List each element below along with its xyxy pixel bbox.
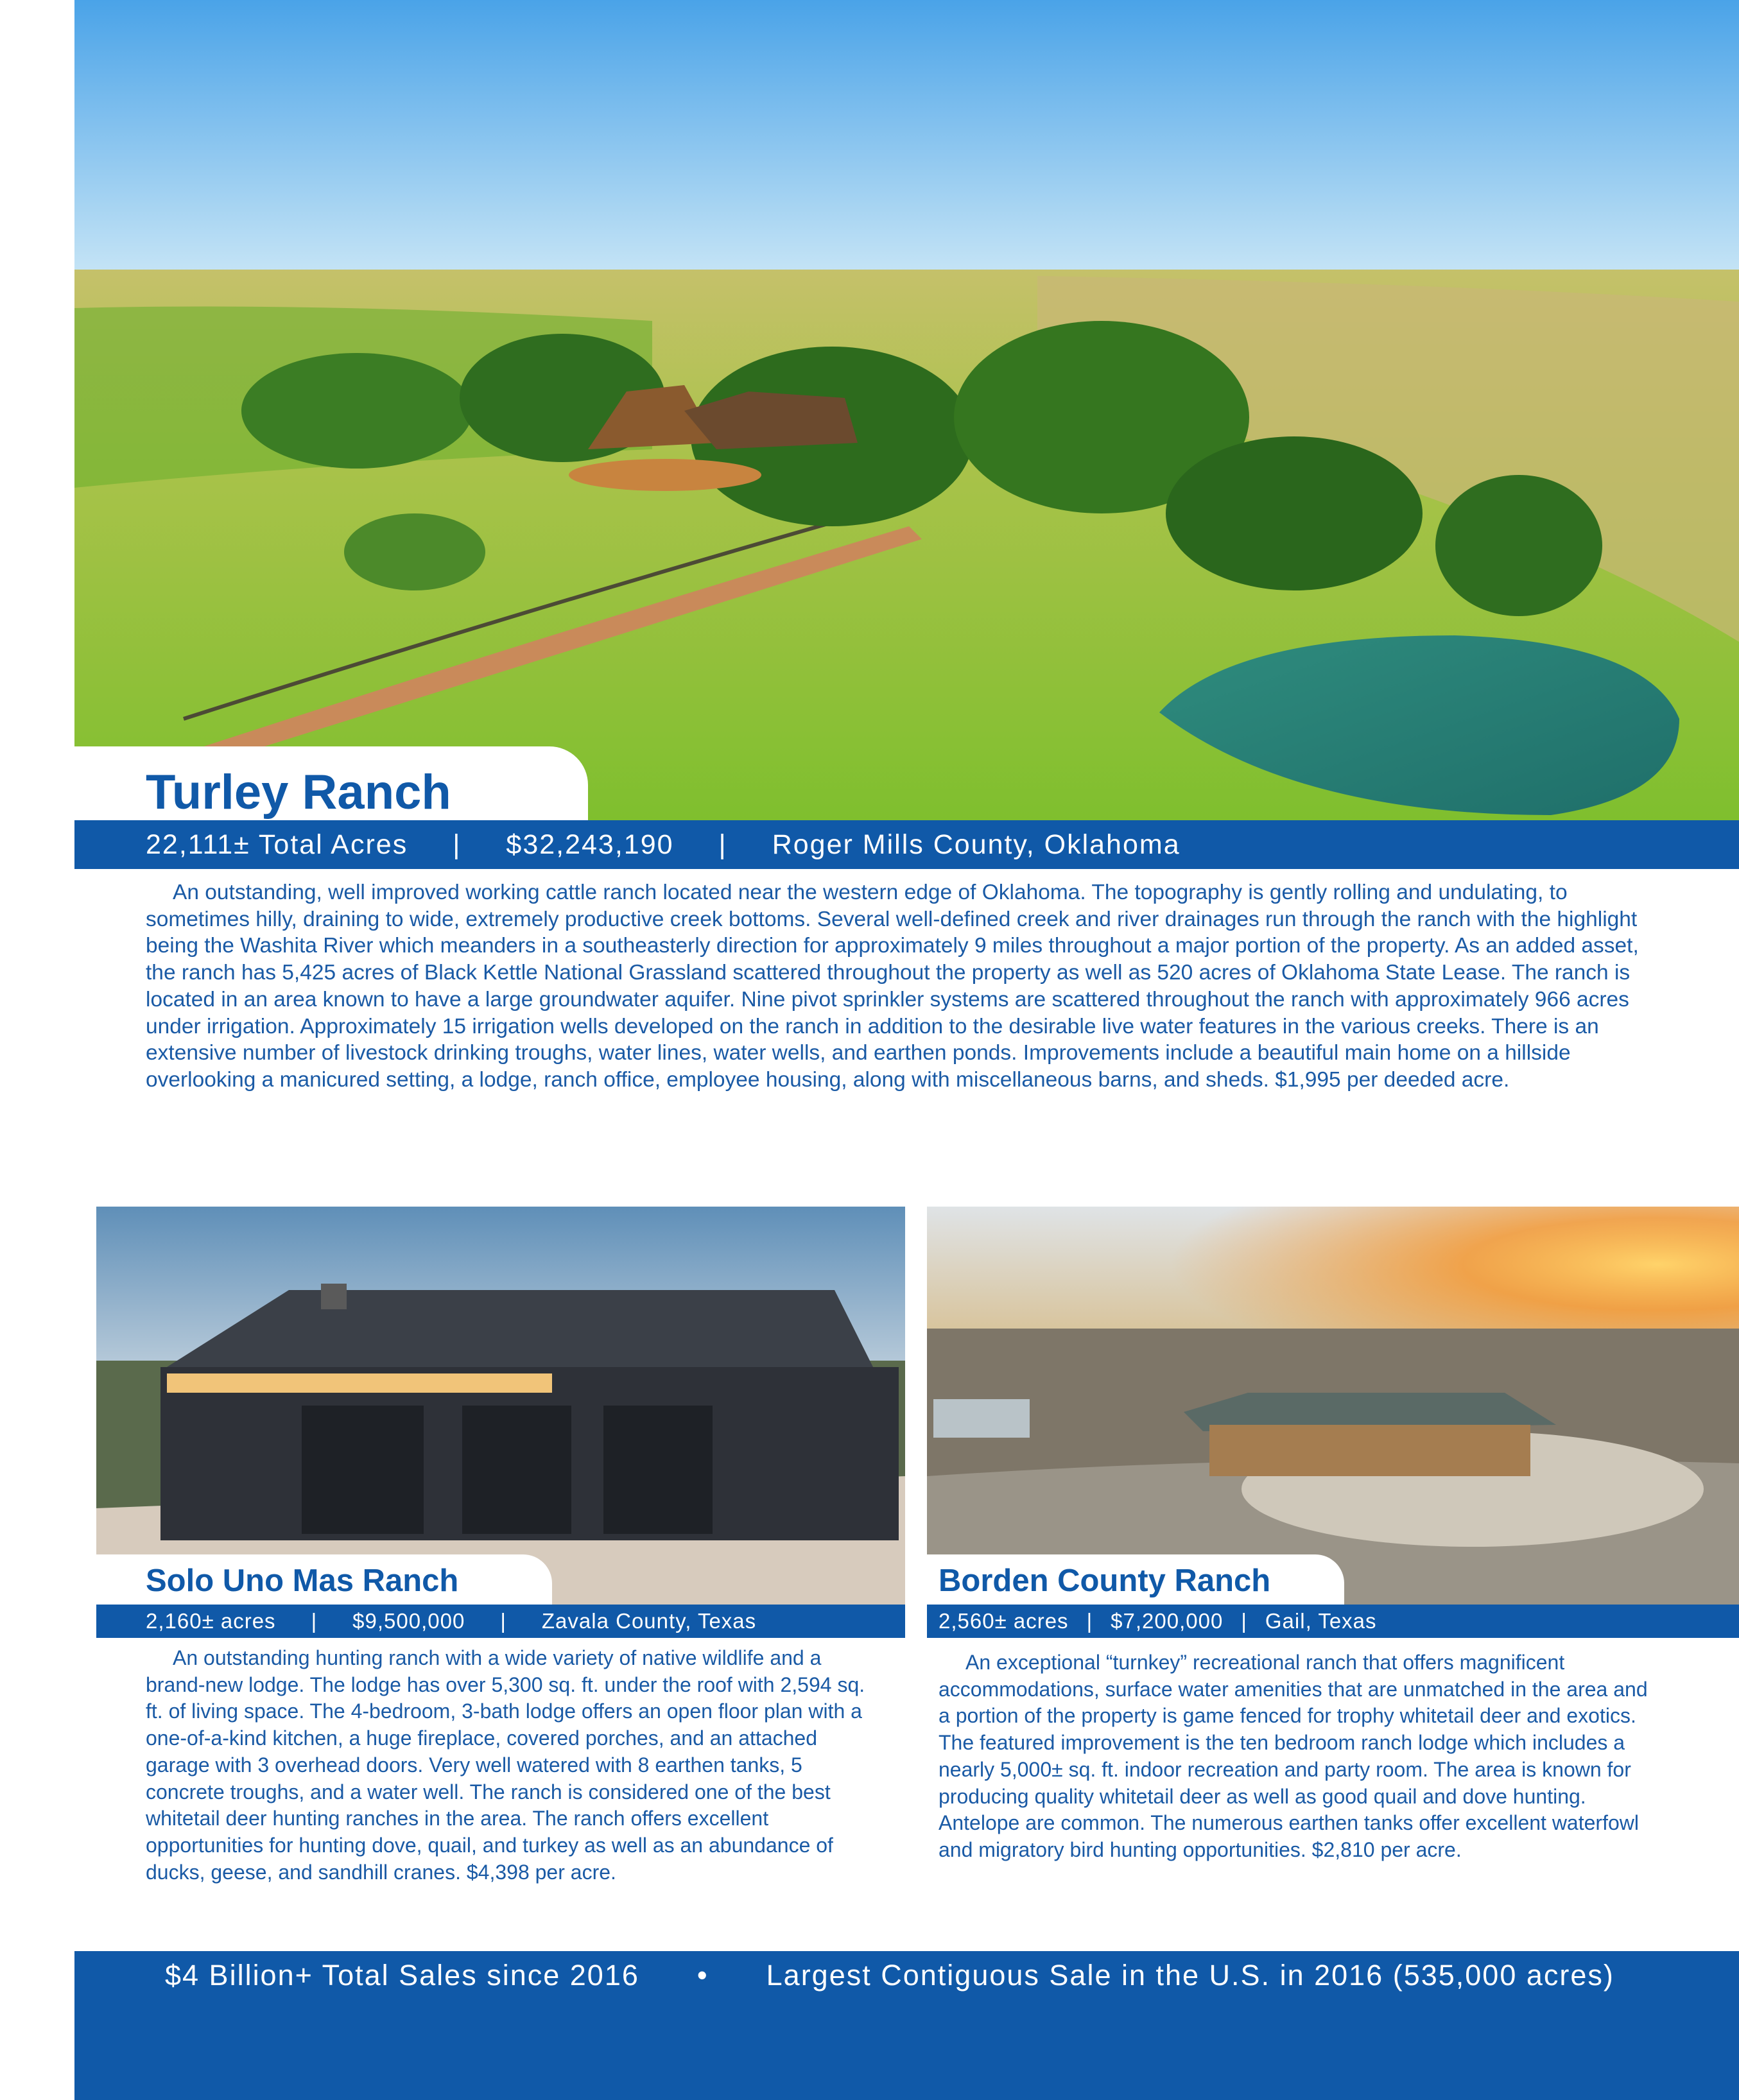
details-separator: | [1086,1609,1093,1633]
footer-bullet: • [696,1959,709,1992]
details-separator: | [311,1609,318,1633]
details-separator: | [718,829,727,860]
borden-county-ranch-title: Borden County Ranch [939,1563,1271,1598]
footer-total-sales: $4 Billion+ Total Sales since 2016 [165,1959,639,1992]
turley-ranch-title: Turley Ranch [146,765,451,820]
details-separator: | [453,829,462,860]
turley-price: $32,243,190 [506,829,674,860]
turley-location: Roger Mills County, Oklahoma [772,829,1181,860]
solo-uno-mas-ranch-title: Solo Uno Mas Ranch [146,1563,459,1598]
solo-uno-mas-ranch-description: An outstanding hunting ranch with a wide variety of native wildlife and a brand-new lodge. The lodge has over 5,300 sq. ft. under the roof with 2,594 sq. ft. of living space. The 4-bedroom, 3-bath lodge offers an open floor plan with a one-of-a-kind kitchen, a huge fireplace, covered porches, and an attached garage with 3 overhead doors. Very well watered with 8 earthen tanks, 5 concrete troughs, and a water well. The ranch is considered one of the best whitetail deer hunting ranches in the area. The ranch offers excellent opportunities for hunting dove, quail, and turkey as well as an abundance of ducks, geese, and sandhill cranes. $4,398 per acre. [146,1646,865,1884]
turley-ranch-photo [74,0,1739,820]
details-separator: | [500,1609,506,1633]
footer-largest-sale: Largest Contiguous Sale in the U.S. in 2016 (535,000 acres) [766,1959,1614,1992]
borden-county-ranch-description: An exceptional “turnkey” recreational ranch that offers magnificent accommodations, surface water amenities that are unmatched in the area and a portion of the property is game fenced for trophy whitetail deer and exotics. The featured improvement is the ten bedroom ranch lodge which includes a nearly 5,000± sq. ft. indoor recreation and party room. The area is known for producing quality whitetail deer as well as good quail and dove hunting. Antelope are common. The numerous earthen tanks offer excellent waterfowl and migratory bird hunting opportunities. $2,810 per acre. [939,1651,1648,1861]
borden-county-details-band [927,1605,1739,1638]
solo-price: $9,500,000 [352,1609,465,1633]
turley-ranch-description: An outstanding, well improved working cattle ranch located near the western edge of Oklahoma. The topography is gently rolling and undulating, to sometimes hilly, draining to wide, extremely productive creek bottoms. Several well-defined creek and river drainages run through the ranch with the highlight being the Washita River which meanders in a southeasterly direction for approximately 9 miles throughout a major portion of the property. As an added asset, the ranch has 5,425 acres of Black Kettle National Grassland scattered throughout the property as well as 520 acres of Oklahoma State Lease. The ranch is located in an area known to have a large groundwater aquifer. Nine pivot sprinkler systems are scattered throughout the ranch with approximately 966 acres under irrigation. Approximately 15 irrigation wells developed on the ranch in addition to the desirable live water features in the various creeks. There is an extensive number of livestock drinking troughs, water lines, water wells, and earthen ponds. Improvements include a beautiful main home on a hillside overlooking a manicured setting, a lodge, ranch office, employee housing, along with miscellaneous barns, and sheds. $1,995 per deeded acre. [146,881,1639,1092]
solo-uno-mas-ranch-photo [96,1207,905,1605]
details-separator: | [1241,1609,1247,1633]
borden-acres: 2,560± acres [939,1609,1069,1633]
solo-location: Zavala County, Texas [541,1609,757,1633]
borden-county-ranch-photo [927,1207,1739,1605]
turley-ranch-details-band [74,820,1739,869]
borden-price: $7,200,000 [1111,1609,1224,1633]
borden-location: Gail, Texas [1265,1609,1377,1633]
turley-acres: 22,111± Total Acres [146,829,408,860]
footer-band [74,1951,1739,2100]
solo-acres: 2,160± acres [146,1609,276,1633]
solo-uno-mas-details-band [96,1605,905,1638]
